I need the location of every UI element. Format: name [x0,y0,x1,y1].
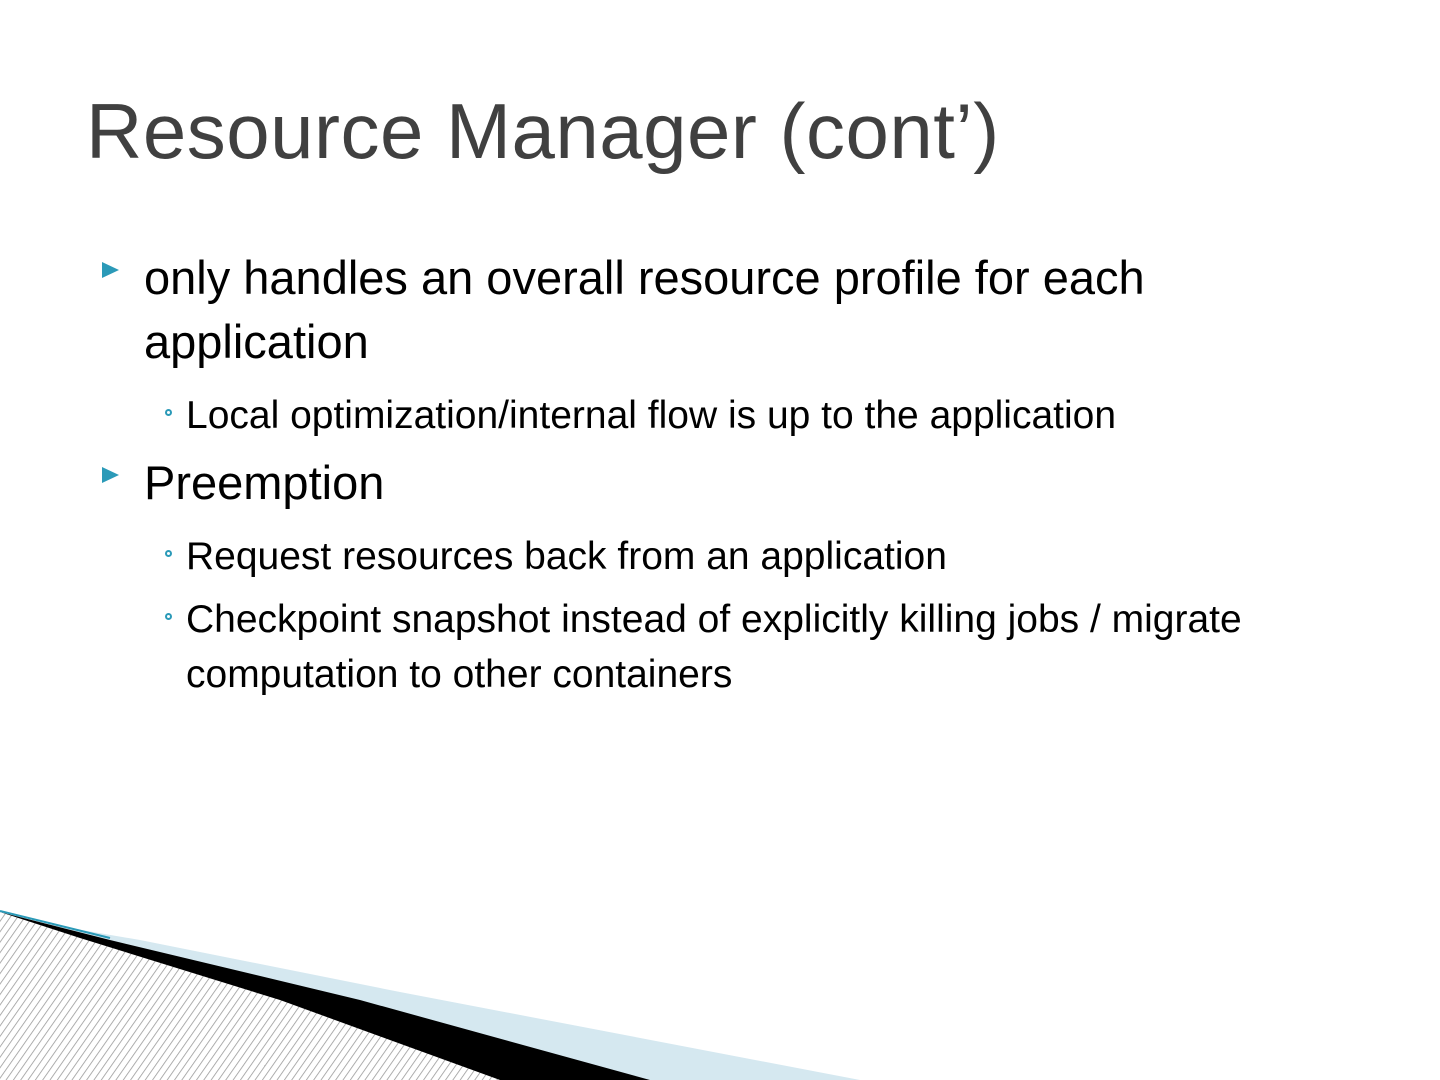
bullet-item [102,451,1352,515]
circle-bullet-icon [165,409,172,416]
sub-bullet-item [144,388,1352,443]
sub-bullet-item [144,592,1352,702]
triangle-bullet-icon [102,467,119,483]
bullet-list [102,246,1352,710]
circle-bullet-icon [165,613,172,620]
bullet-item [102,246,1352,374]
bullet-text: only handles an overall resource profile for each application [144,251,1145,368]
triangle-bullet-icon [102,262,119,278]
sub-bullet-text: Checkpoint snapshot instead of explicitly killing jobs / migrate computation to other containers [186,598,1242,696]
sub-bullet-text: Request resources back from an application [186,535,947,578]
sub-bullet-item [144,529,1352,584]
circle-bullet-icon [165,550,172,557]
hatched-swoosh [0,912,500,1080]
slide-title: Resource Manager (cont’) [86,87,1000,175]
sub-bullet-text: Local optimization/internal flow is up to the application [186,394,1117,437]
bullet-text: Preemption [144,456,385,509]
